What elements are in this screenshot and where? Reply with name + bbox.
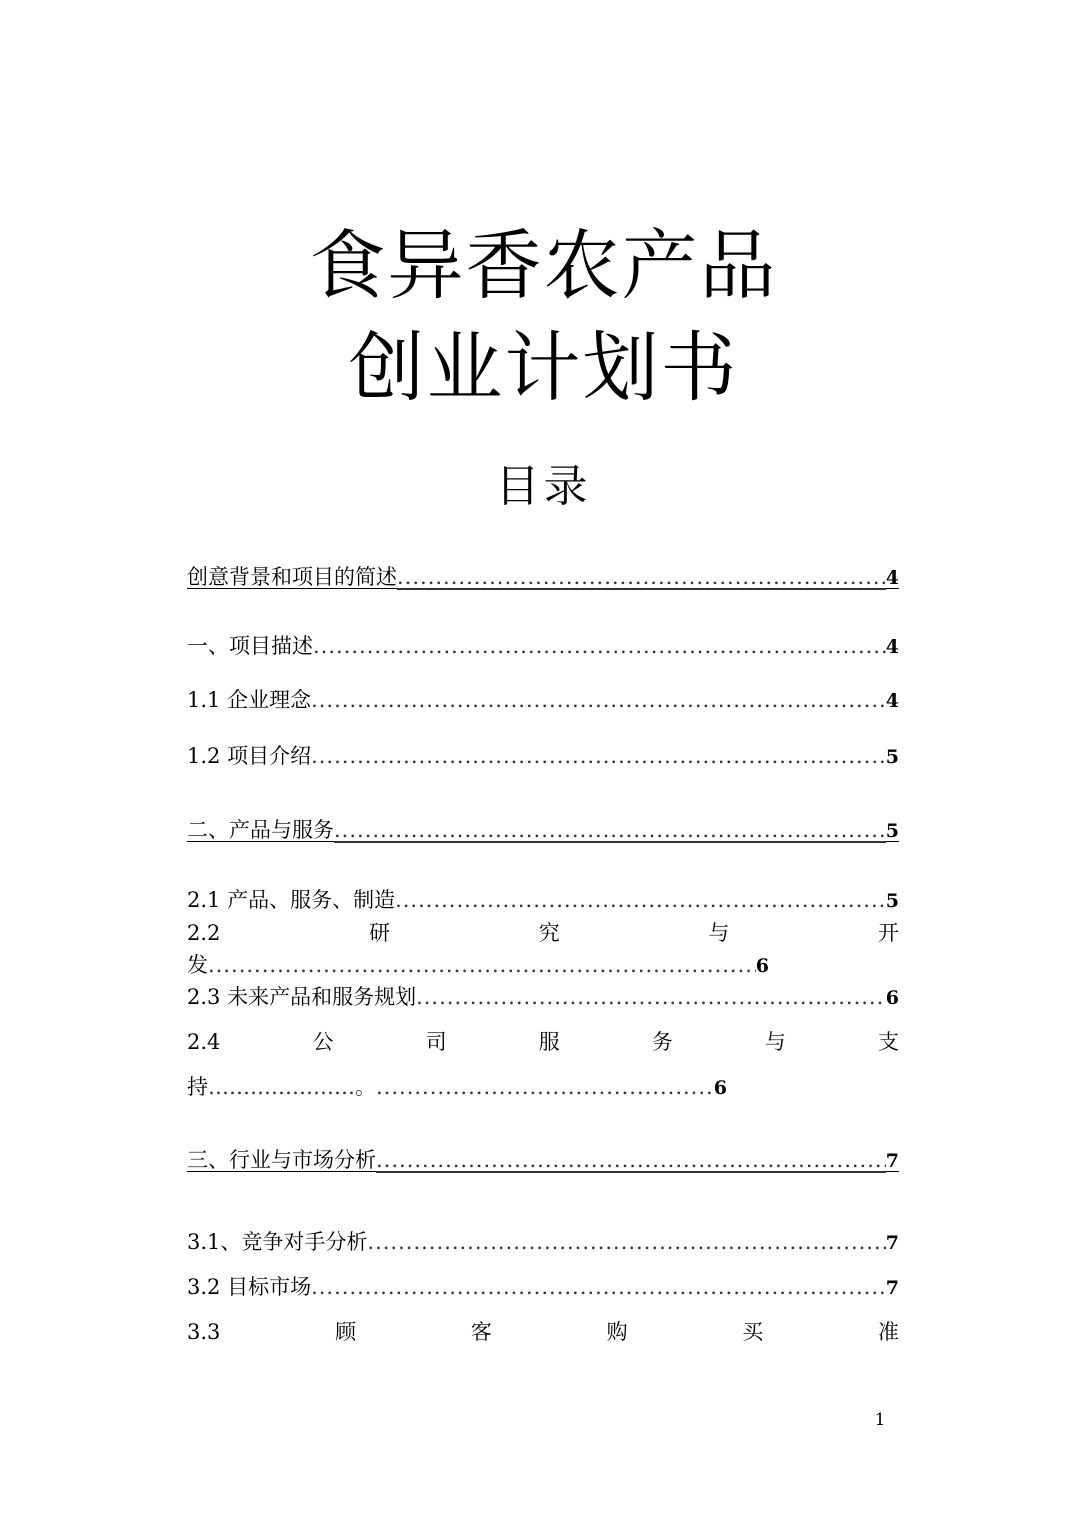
toc-leader-dots (311, 685, 886, 715)
toc-entry-background[interactable] (187, 562, 899, 592)
toc-entry-page: 7 (885, 1150, 899, 1172)
toc-entry-char: 开 (877, 921, 899, 945)
toc-entry-char: 务 (651, 1030, 673, 1054)
toc-entry-label: 三、行业与市场分析 (187, 1148, 376, 1172)
toc-entry-label: 3.2 目标市场 (187, 1275, 312, 1299)
toc-entry-label: 2.3 未来产品和服务规划 (187, 985, 417, 1009)
toc-entry-label: 一、项目描述 (187, 634, 313, 658)
toc-entry-char: 顾 (335, 1320, 357, 1344)
toc-entry-1-2[interactable] (187, 741, 899, 771)
toc-entry-number: 2.4 (187, 1030, 221, 1054)
toc-entry-2-4[interactable] (187, 1026, 899, 1058)
toc-entry-3-2[interactable] (187, 1272, 899, 1302)
toc-entry-page: 5 (885, 890, 899, 912)
toc-entry-2-4-continuation[interactable] (187, 1072, 727, 1102)
toc-entry-char: 购 (606, 1320, 628, 1344)
toc-entry-page: 6 (755, 955, 769, 977)
toc-entry-page: 4 (885, 690, 899, 712)
toc-entry-char: 与 (708, 921, 730, 945)
toc-entry-char: 公 (312, 1030, 334, 1054)
toc-leader-dots (376, 1145, 886, 1175)
toc-entry-section-1[interactable] (187, 631, 899, 661)
toc-entry-page: 7 (885, 1232, 899, 1254)
toc-entry-3-3[interactable] (187, 1316, 899, 1348)
toc-entry-section-3[interactable] (187, 1145, 899, 1175)
page-number: 1 (874, 1410, 886, 1430)
toc-leader-fragment: …………………。 (208, 1075, 376, 1099)
toc-leader-dots (367, 1227, 885, 1257)
toc-entry-1-1[interactable] (187, 685, 899, 715)
toc-entry-label: 创意背景和项目的简述 (187, 565, 397, 589)
toc-entry-page: 5 (885, 820, 899, 842)
toc-leader-dots (208, 950, 756, 980)
toc-entry-label: 二、产品与服务 (187, 818, 334, 842)
toc-entry-char: 客 (470, 1320, 492, 1344)
toc-entry-char: 买 (742, 1320, 764, 1344)
toc-entry-page: 7 (885, 1277, 899, 1299)
toc-entry-page: 6 (885, 987, 899, 1009)
toc-leader-dots (334, 815, 886, 845)
toc-entry-label: 3.1、竞争对手分析 (187, 1230, 368, 1254)
toc-entry-page: 6 (713, 1077, 727, 1099)
toc-entry-char: 准 (878, 1320, 899, 1344)
toc-entry-char: 与 (764, 1030, 786, 1054)
document-title-line-1: 食异香农产品 (309, 221, 778, 310)
toc-entry-2-3[interactable] (187, 982, 899, 1012)
toc-entry-number: 3.3 (187, 1320, 221, 1344)
toc-entry-char: 持 (187, 1075, 208, 1099)
toc-entry-page: 4 (885, 567, 899, 589)
toc-entry-label: 2.1 产品、服务、制造 (187, 888, 396, 912)
toc-entry-section-2[interactable] (187, 815, 899, 845)
toc-entry-char: 究 (538, 921, 560, 945)
toc-entry-char: 司 (425, 1030, 447, 1054)
toc-leader-dots (397, 562, 886, 592)
toc-entry-label: 1.2 项目介绍 (187, 744, 312, 768)
toc-entry-2-1[interactable] (187, 885, 899, 915)
toc-entry-label: 1.1 企业理念 (187, 688, 312, 712)
toc-entry-2-2[interactable] (187, 917, 899, 949)
toc-entry-char: 研 (369, 921, 391, 945)
toc-entry-page: 4 (885, 636, 899, 658)
toc-leader-dots (311, 741, 886, 771)
toc-entry-2-2-continuation[interactable] (187, 950, 769, 980)
toc-entry-3-1[interactable] (187, 1227, 899, 1257)
toc-entry-char: 支 (877, 1030, 899, 1054)
toc-entry-char: 服 (538, 1030, 560, 1054)
toc-leader-dots (395, 885, 886, 915)
toc-entry-number: 2.2 (187, 921, 221, 945)
document-title-line-2: 创业计划书 (348, 323, 739, 412)
toc-entry-char: 发 (187, 953, 208, 977)
toc-leader-dots (311, 1272, 886, 1302)
toc-leader-dots (376, 1072, 714, 1102)
toc-leader-dots (313, 631, 886, 661)
toc-leader-dots (416, 982, 886, 1012)
toc-entry-page: 5 (885, 746, 899, 768)
toc-heading: 目录 (495, 461, 592, 512)
